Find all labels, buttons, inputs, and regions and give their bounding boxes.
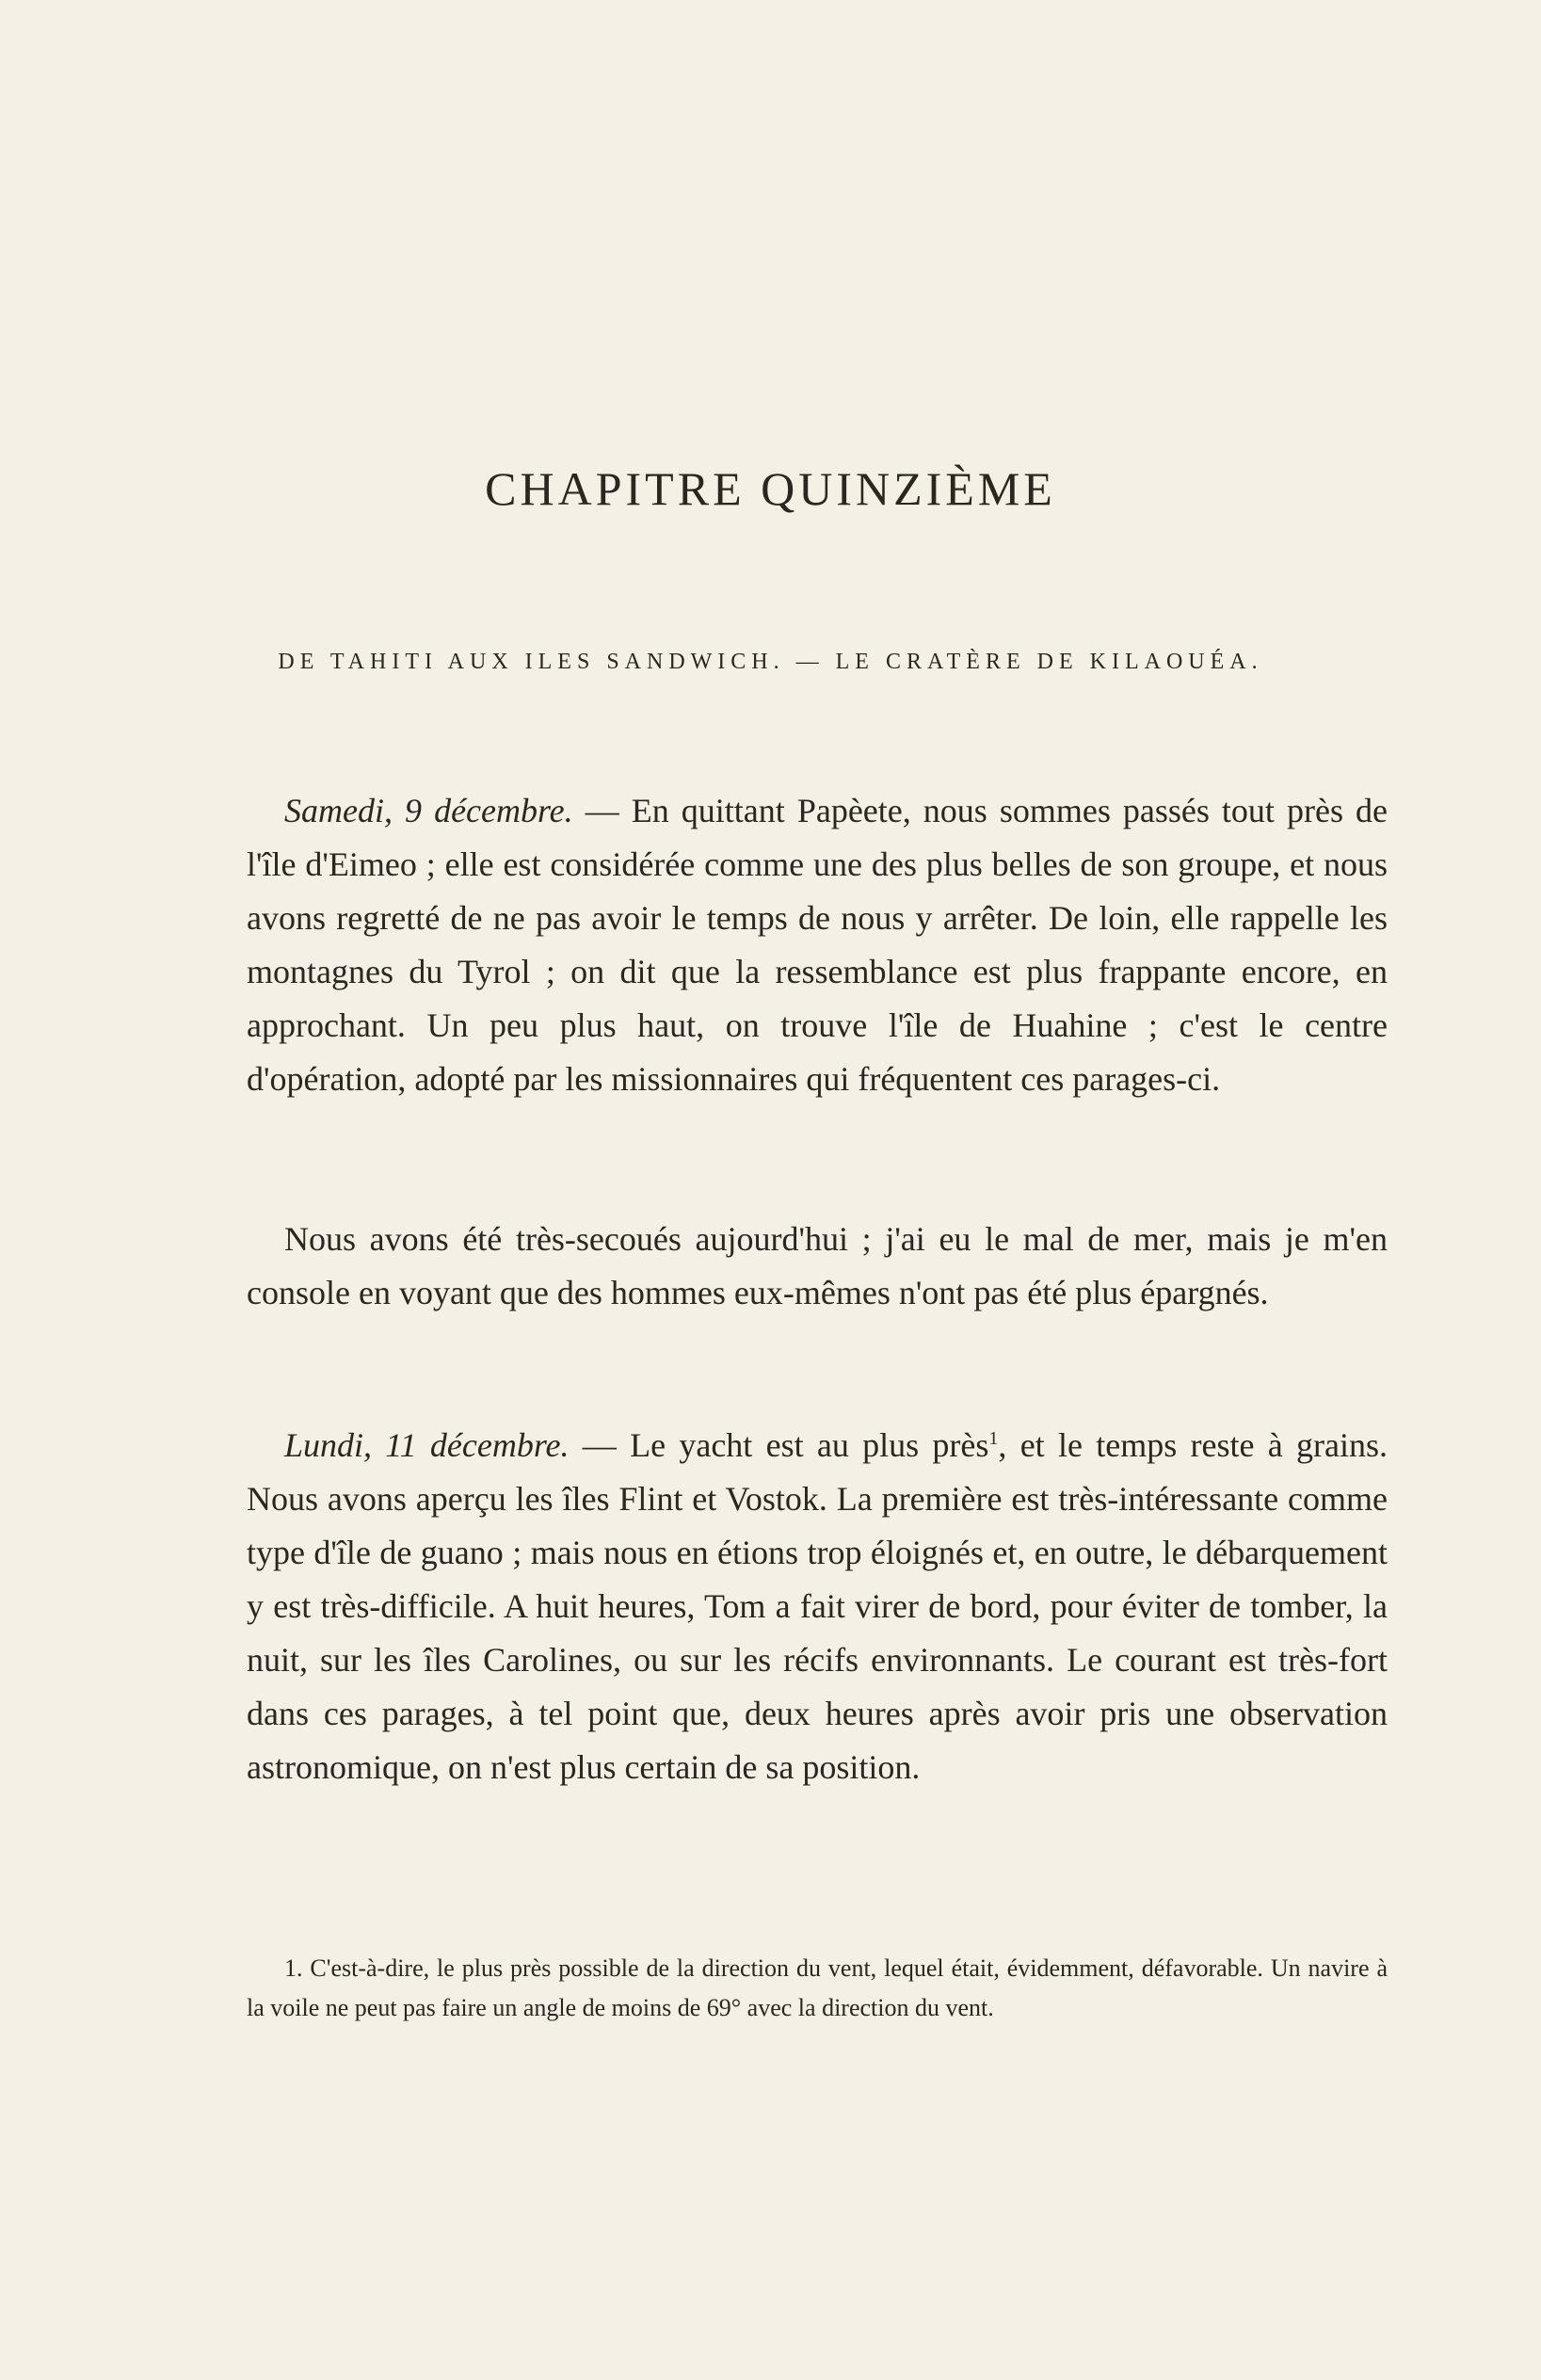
paragraph-text: — En quittant Papèete, nous sommes passés tout près de l'île d'Eimeo ; elle est considérée comme une des plus belles de son groupe, et nous avons regretté de ne pas avoir le temps de nous y arrêter. De loin, elle rappelle les montagnes du Tyrol ; on dit que la ressemblance est plus frappante encore, en approchant. Un peu plus haut, on trouve l'île de Huahine ; c'est le centre d'opération, adopté par les missionnaires qui fréquentent ces parages-ci. bbox=[247, 792, 1388, 1098]
footnote: 1. C'est-à-dire, le plus près possible de la direction du vent, lequel était, évidemment, défavorable. Un navire à la voile ne peut pas faire un angle de moins de 69° avec la direction du vent. bbox=[247, 1954, 1388, 2021]
entry-date: Samedi, 9 décembre. bbox=[284, 792, 573, 829]
paragraph-lundi bbox=[247, 1419, 1388, 1794]
chapter-subtitle: DE TAHITI AUX ILES SANDWICH. — LE CRATÈRE DE KILAOUÉA. bbox=[278, 650, 1263, 674]
paragraph-text: Nous avons été très-secoués aujourd'hui ; j'ai eu le mal de mer, mais je m'en console en voyant que des hommes eux-mêmes n'ont pas été plus épargnés. bbox=[247, 1220, 1388, 1311]
paragraph-text-continued: , et le temps reste à grains. Nous avons aperçu les îles Flint et Vostok. La première est très-intéressante comme type d'île de guano ; mais nous en étions trop éloignés et, en outre, le débarquement y est très-difficile. A huit heures, Tom a fait virer de bord, pour éviter de tomber, la nuit, sur les îles Carolines, ou sur les récifs environnants. Le courant est très-fort dans ces parages, à tel point que, deux heures après avoir pris une observation astronomique, on n'est plus certain de sa position. bbox=[247, 1426, 1388, 1786]
paragraph-text: — Le yacht est au plus près bbox=[569, 1426, 989, 1464]
chapter-title: CHAPITRE QUINZIÈME bbox=[485, 462, 1056, 515]
entry-date: Lundi, 11 décembre. bbox=[284, 1426, 570, 1464]
paragraph-samedi bbox=[247, 784, 1388, 1106]
footnote-marker: 1 bbox=[988, 1428, 999, 1449]
paragraph-secoues bbox=[247, 1213, 1388, 1320]
